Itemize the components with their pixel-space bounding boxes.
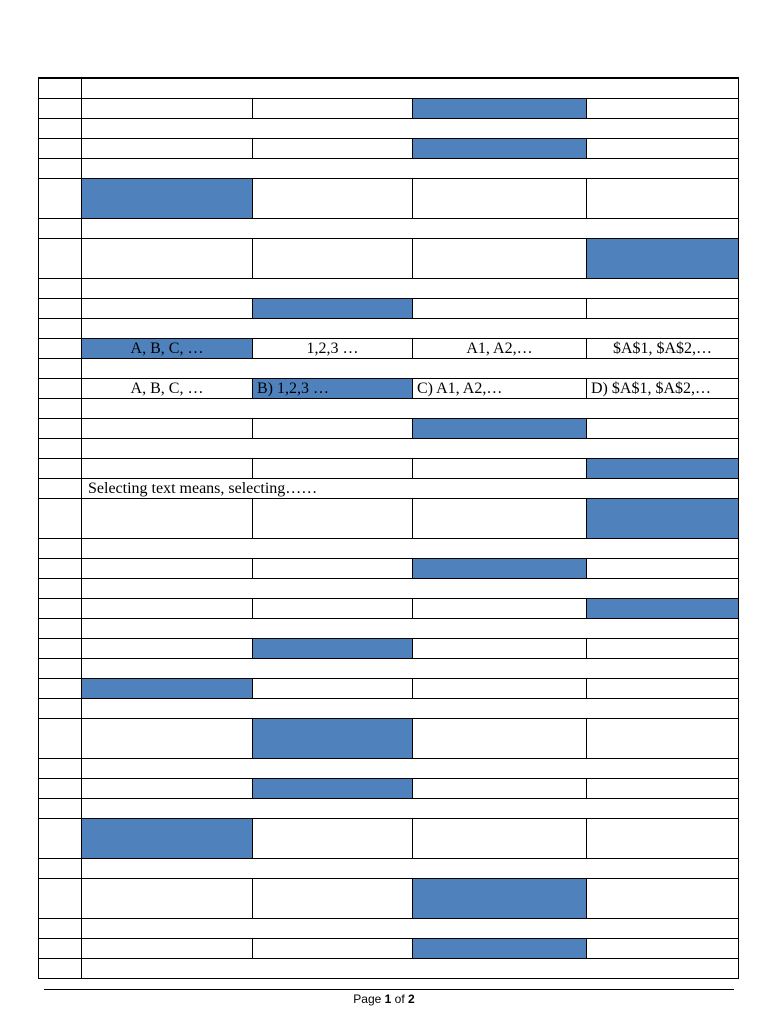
table-cell	[253, 499, 413, 538]
table-row	[38, 779, 739, 799]
table-row	[38, 799, 739, 819]
table-cell	[82, 299, 253, 318]
table-cell: D) $A$1, $A$2,…	[587, 379, 739, 398]
row-number-cell	[39, 419, 82, 438]
table-row	[38, 599, 739, 619]
table-cell	[253, 179, 413, 218]
row-number-cell	[39, 399, 82, 418]
table-cell	[587, 939, 739, 958]
table-cell	[413, 939, 587, 958]
table-row	[38, 279, 739, 299]
merged-cell	[82, 439, 739, 458]
table-row	[38, 239, 739, 279]
table-cell	[587, 639, 739, 658]
merged-cell: Selecting text means, selecting……	[82, 479, 739, 498]
table-cell	[253, 639, 413, 658]
table-cell	[253, 819, 413, 858]
row-number-cell	[39, 579, 82, 598]
table-cell: A, B, C, …	[82, 379, 253, 398]
table-row	[38, 619, 739, 639]
row-number-cell	[39, 919, 82, 938]
table-cell	[587, 499, 739, 538]
table-row	[38, 419, 739, 439]
table-cell: B) 1,2,3 …	[253, 379, 413, 398]
table-cell	[82, 879, 253, 918]
row-number-cell	[39, 279, 82, 298]
row-number-cell	[39, 719, 82, 758]
table-row	[38, 659, 739, 679]
table-cell	[253, 139, 413, 158]
table-cell	[82, 939, 253, 958]
merged-cell	[82, 279, 739, 298]
table-cell	[413, 559, 587, 578]
table-cell	[413, 679, 587, 698]
footer-divider	[44, 989, 734, 990]
table-cell	[587, 559, 739, 578]
table-cell	[587, 679, 739, 698]
row-number-cell	[39, 859, 82, 878]
table-row	[38, 559, 739, 579]
table-cell	[587, 299, 739, 318]
table-cell	[587, 239, 739, 278]
row-number-cell	[39, 959, 82, 978]
table-row	[38, 339, 739, 359]
row-number-cell	[39, 79, 82, 98]
table-cell	[587, 179, 739, 218]
table-cell	[413, 639, 587, 658]
table-row	[38, 859, 739, 879]
table-cell	[82, 419, 253, 438]
table-cell	[82, 99, 253, 118]
table-row	[38, 159, 739, 179]
table-row	[38, 319, 739, 339]
table-row	[38, 719, 739, 759]
table-cell: A, B, C, …	[82, 339, 253, 358]
table-cell	[253, 599, 413, 618]
table-cell	[82, 639, 253, 658]
table-row	[38, 119, 739, 139]
table-cell: 1,2,3 …	[253, 339, 413, 358]
merged-cell	[82, 579, 739, 598]
footer-of-word: of	[394, 992, 405, 1006]
table-cell	[587, 819, 739, 858]
table-row	[38, 99, 739, 119]
row-number-cell	[39, 799, 82, 818]
table-cell	[413, 299, 587, 318]
merged-cell	[82, 359, 739, 378]
table-cell	[82, 239, 253, 278]
table-cell	[413, 99, 587, 118]
table-cell	[82, 719, 253, 758]
table-cell	[587, 99, 739, 118]
merged-cell	[82, 159, 739, 178]
row-number-cell	[39, 559, 82, 578]
table-cell	[82, 499, 253, 538]
row-number-cell	[39, 239, 82, 278]
row-number-cell	[39, 359, 82, 378]
table-row	[38, 759, 739, 779]
table-row	[38, 579, 739, 599]
row-number-cell	[39, 539, 82, 558]
footer-total-pages: 2	[408, 992, 415, 1006]
merged-cell	[82, 919, 739, 938]
row-number-cell	[39, 779, 82, 798]
footer-current-page: 1	[384, 992, 392, 1006]
table-row	[38, 819, 739, 859]
table-cell	[413, 139, 587, 158]
row-number-cell	[39, 499, 82, 538]
table-cell	[413, 599, 587, 618]
merged-cell	[82, 539, 739, 558]
merged-cell	[82, 119, 739, 138]
table-row	[38, 679, 739, 699]
table-row	[38, 379, 739, 399]
row-number-cell	[39, 479, 82, 498]
table-cell	[253, 239, 413, 278]
table-row	[38, 399, 739, 419]
table-cell	[587, 719, 739, 758]
table-cell	[82, 599, 253, 618]
table-row	[38, 179, 739, 219]
row-number-cell	[39, 459, 82, 478]
row-number-cell	[39, 379, 82, 398]
row-number-cell	[39, 119, 82, 138]
merged-cell	[82, 859, 739, 878]
row-number-cell	[39, 679, 82, 698]
row-number-cell	[39, 939, 82, 958]
table-row	[38, 359, 739, 379]
table-cell	[587, 459, 739, 478]
table-cell	[82, 679, 253, 698]
table-cell	[253, 679, 413, 698]
table-cell	[413, 819, 587, 858]
merged-cell	[82, 79, 739, 98]
row-number-cell	[39, 139, 82, 158]
row-number-cell	[39, 759, 82, 778]
table-cell	[413, 239, 587, 278]
table-row	[38, 499, 739, 539]
row-number-cell	[39, 439, 82, 458]
merged-cell	[82, 959, 739, 978]
table-row	[38, 439, 739, 459]
table-cell: A1, A2,…	[413, 339, 587, 358]
table-cell	[82, 559, 253, 578]
table-cell	[253, 559, 413, 578]
table-cell	[82, 179, 253, 218]
row-number-cell	[39, 299, 82, 318]
merged-cell	[82, 699, 739, 718]
table-row	[38, 219, 739, 239]
row-number-cell	[39, 699, 82, 718]
row-number-cell	[39, 319, 82, 338]
table-cell	[253, 459, 413, 478]
table-cell	[253, 719, 413, 758]
table-row	[38, 139, 739, 159]
row-number-cell	[39, 639, 82, 658]
table-cell	[587, 879, 739, 918]
table-row	[38, 479, 739, 499]
table-cell	[82, 779, 253, 798]
table-cell	[82, 139, 253, 158]
table-cell	[253, 879, 413, 918]
table-cell	[587, 599, 739, 618]
merged-cell	[82, 399, 739, 418]
table-row	[38, 539, 739, 559]
row-number-cell	[39, 599, 82, 618]
row-number-cell	[39, 659, 82, 678]
page-footer	[0, 992, 768, 1006]
table-row	[38, 299, 739, 319]
table-row	[38, 959, 739, 979]
table-cell	[413, 499, 587, 538]
row-number-cell	[39, 219, 82, 238]
table-cell	[253, 99, 413, 118]
merged-cell	[82, 319, 739, 338]
table-cell	[413, 179, 587, 218]
row-number-cell	[39, 819, 82, 858]
table-cell	[253, 299, 413, 318]
table-cell	[253, 939, 413, 958]
table-row	[38, 459, 739, 479]
table-cell	[253, 779, 413, 798]
row-number-cell	[39, 619, 82, 638]
footer-page-word: Page	[353, 992, 382, 1006]
table-cell	[413, 719, 587, 758]
merged-cell	[82, 619, 739, 638]
table-row	[38, 939, 739, 959]
table-cell: $A$1, $A$2,…	[587, 339, 739, 358]
row-number-cell	[39, 339, 82, 358]
table-cell	[413, 459, 587, 478]
merged-cell	[82, 659, 739, 678]
table-cell	[413, 419, 587, 438]
row-number-cell	[39, 99, 82, 118]
table-cell	[587, 139, 739, 158]
document-table	[38, 77, 739, 979]
table-row	[38, 79, 739, 99]
table-cell	[413, 779, 587, 798]
row-number-cell	[39, 159, 82, 178]
table-cell	[587, 779, 739, 798]
row-number-cell	[39, 879, 82, 918]
row-number-cell	[39, 179, 82, 218]
merged-cell	[82, 219, 739, 238]
table-cell	[253, 419, 413, 438]
table-cell	[413, 879, 587, 918]
merged-cell	[82, 759, 739, 778]
merged-cell	[82, 799, 739, 818]
table-cell	[82, 459, 253, 478]
table-cell	[82, 819, 253, 858]
table-row	[38, 879, 739, 919]
table-cell	[587, 419, 739, 438]
table-row	[38, 639, 739, 659]
table-row	[38, 919, 739, 939]
table-cell: C) A1, A2,…	[413, 379, 587, 398]
table-row	[38, 699, 739, 719]
